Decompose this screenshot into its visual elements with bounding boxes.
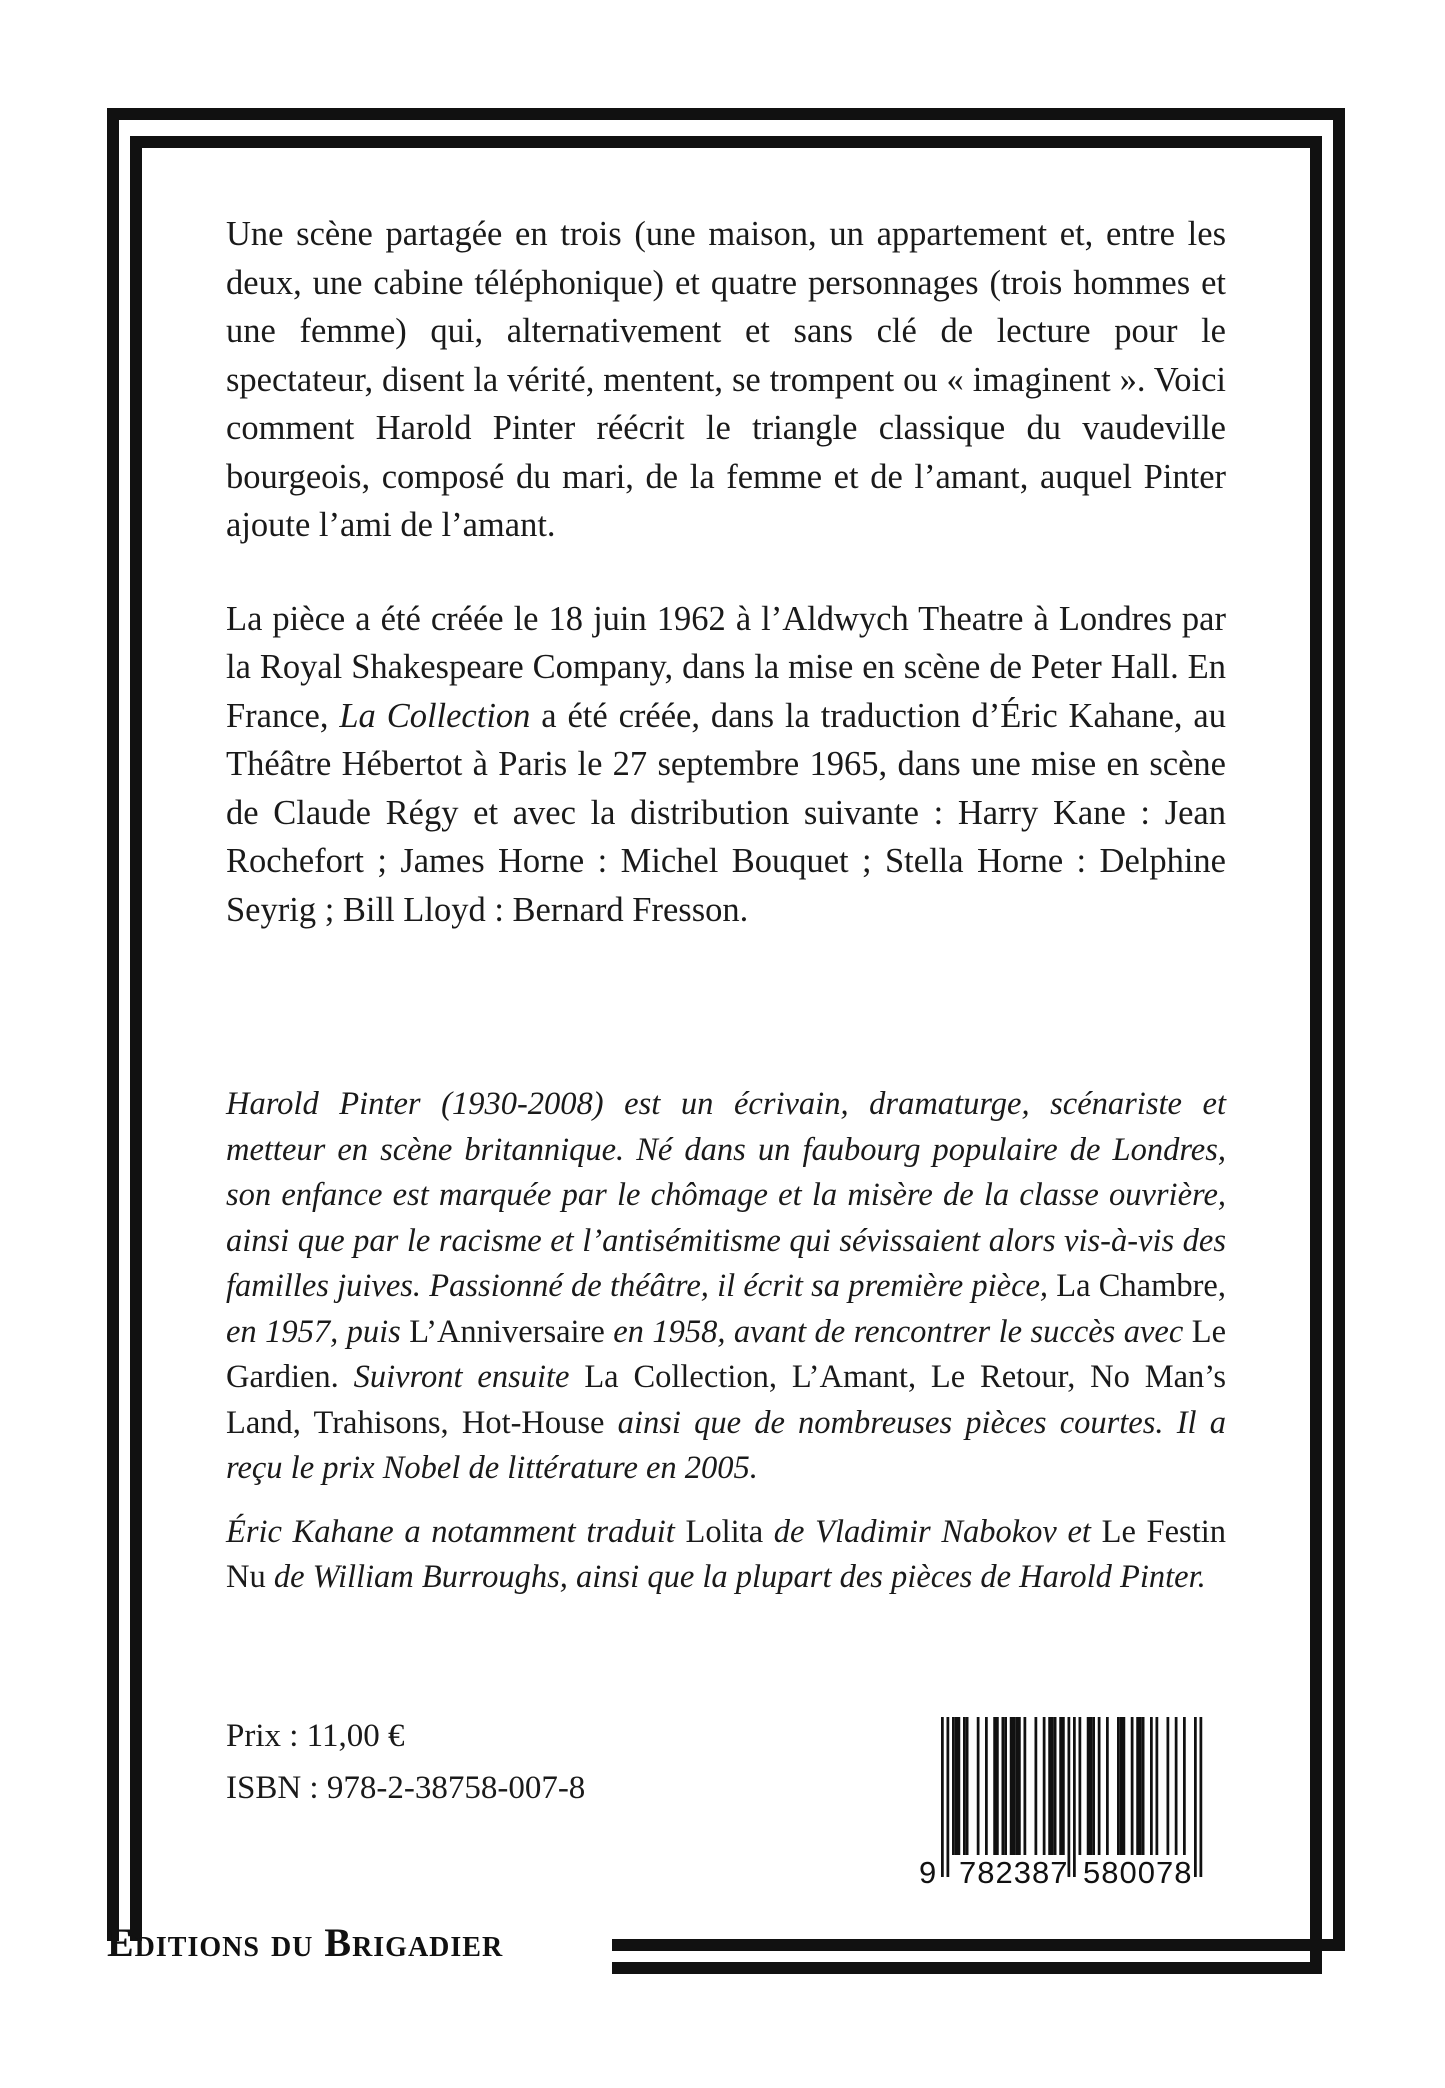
frame-left-outer-rule — [107, 108, 119, 1941]
barcode-bar — [993, 1717, 996, 1855]
barcode-bar — [947, 1717, 950, 1877]
frame-bottom-outer-rule — [612, 1939, 1345, 1951]
barcode-bar — [1156, 1717, 1159, 1855]
barcode-bar — [1054, 1717, 1057, 1855]
publisher-name: Editions du Brigadier — [107, 1920, 504, 1965]
barcode-bar — [1062, 1717, 1065, 1855]
play-title: La Collection — [339, 696, 531, 735]
barcode-bar — [996, 1717, 999, 1855]
barcode-bar — [1200, 1717, 1203, 1877]
frame-right-outer-rule — [1333, 108, 1345, 1951]
barcode-bar — [1183, 1717, 1186, 1855]
summary-section — [226, 210, 1226, 979]
barcode-bar — [1073, 1717, 1076, 1877]
barcode-bar — [1059, 1717, 1062, 1855]
barcode-bar — [1043, 1717, 1046, 1855]
price-block — [226, 1710, 585, 1814]
barcode-bar — [958, 1717, 961, 1855]
barcode-bar — [963, 1717, 966, 1855]
barcode-digit-first: 9 — [919, 1855, 937, 1890]
barcode-bar — [941, 1717, 944, 1877]
frame-left-inner-rule — [130, 136, 142, 1941]
summary-paragraph-1: Une scène partagée en trois (une maison, un appartement et, entre les deux, une cabine téléphonique) et quatre personnages (trois hommes et une femme) qui, alternativement et sans clé de lecture pour le spectateur, disent la vérité, mentent, se trompent ou « imaginent ». Voici comment Harold Pinter réécrit le triangle classique du vaudeville bourgeois, composé du mari, de la femme et de l’amant, auquel Pinter ajoute l’ami de l’amant. — [226, 215, 1226, 544]
frame-right-inner-rule — [1310, 136, 1322, 1964]
barcode-bar — [1123, 1717, 1126, 1855]
barcode-bar — [1167, 1717, 1170, 1855]
barcode-bar — [1010, 1717, 1013, 1855]
barcode-bar — [1051, 1717, 1054, 1855]
barcode-bar — [1106, 1717, 1109, 1855]
barcode-bar — [1024, 1717, 1027, 1855]
barcode-bar — [1018, 1717, 1021, 1855]
barcode-bar — [1087, 1717, 1090, 1855]
barcode-bar — [1013, 1717, 1016, 1855]
barcode-bar — [952, 1717, 955, 1855]
barcode-bar — [1194, 1717, 1197, 1877]
barcode-bar — [985, 1717, 988, 1855]
barcode-bar — [1092, 1717, 1095, 1855]
frame-bottom-inner-rule — [612, 1962, 1322, 1974]
barcode-digits-right: 580078 — [1083, 1855, 1193, 1890]
barcode-bar — [1002, 1717, 1005, 1855]
barcode-bar — [1015, 1717, 1018, 1855]
price-line: Prix : 11,00 € — [226, 1718, 405, 1754]
author-bio-paragraph: Harold Pinter (1930-2008) est un écrivain, dramaturge, scénariste et metteur en scène britannique. Né dans un faubourg populaire de Londres, son enfance est marquée par le chômage et la misère de la classe ouvrière, ainsi que par le racisme et l’antisémitisme qui sévissaient alors vis-à-vis des familles juives. Passionné de théâtre, il écrit sa première pièce, La Chambre, en 1957, puis L’Anniversaire en 1958, avant de rencontrer le succès avec Le Gardien. Suivront ensuite La Collection, L’Amant, Le Retour, No Man’s Land, Trahisons, Hot-House ainsi que de nombreuses pièces courtes. Il a reçu le prix Nobel de littérature en 2005. — [226, 1086, 1226, 1486]
barcode-bar — [1131, 1717, 1134, 1855]
barcode — [917, 1717, 1217, 1899]
isbn-line: ISBN : 978-2-38758-007-8 — [226, 1770, 586, 1806]
barcode-bar — [1175, 1717, 1178, 1855]
barcode-bar — [955, 1717, 958, 1855]
barcode-digits-left: 782387 — [959, 1855, 1069, 1890]
barcode-bar — [1098, 1717, 1101, 1855]
barcode-bar — [1090, 1717, 1093, 1855]
barcode-bar — [1139, 1717, 1142, 1855]
frame-top-inner-rule — [130, 136, 1322, 148]
summary-paragraph-2: La pièce a été créée le 18 juin 1962 à l’Aldwych Theatre à Londres par la Royal Shakespeare Company, dans la mise en scène de Peter Hall. En France, La Collection a été créée, dans la traduction d’Éric Kahane, au Théâtre Hébertot à Paris le 27 septembre 1965, dans une mise en scène de Claude Régy et avec la distribution suivante : Harry Kane : Jean Rochefort ; James Horne : Michel Bouquet ; Stella Horne : Delphine Seyrig ; Bill Lloyd : Bernard Fresson. — [226, 599, 1226, 929]
barcode-digits — [917, 1855, 1217, 1895]
barcode-bar — [966, 1717, 969, 1855]
frame-top-outer-rule — [107, 108, 1345, 120]
translator-bio-paragraph: Éric Kahane a notamment traduit Lolita de Vladimir Nabokov et Le Festin Nu de William Burroughs, ainsi que la plupart des pièces de Harold Pinter. — [226, 1513, 1227, 1595]
barcode-bar — [1079, 1717, 1082, 1855]
barcode-bar — [1117, 1717, 1120, 1855]
barcode-bar — [1142, 1717, 1145, 1855]
barcode-bar — [1136, 1717, 1139, 1855]
barcode-bar — [1004, 1717, 1007, 1855]
barcode-bar — [1150, 1717, 1153, 1855]
barcode-bar — [977, 1717, 980, 1855]
barcode-bar — [1035, 1717, 1038, 1855]
barcode-bar — [1048, 1717, 1051, 1855]
biography-section — [226, 1082, 1226, 1619]
barcode-bar — [1120, 1717, 1123, 1855]
barcode-bar — [1068, 1717, 1071, 1877]
